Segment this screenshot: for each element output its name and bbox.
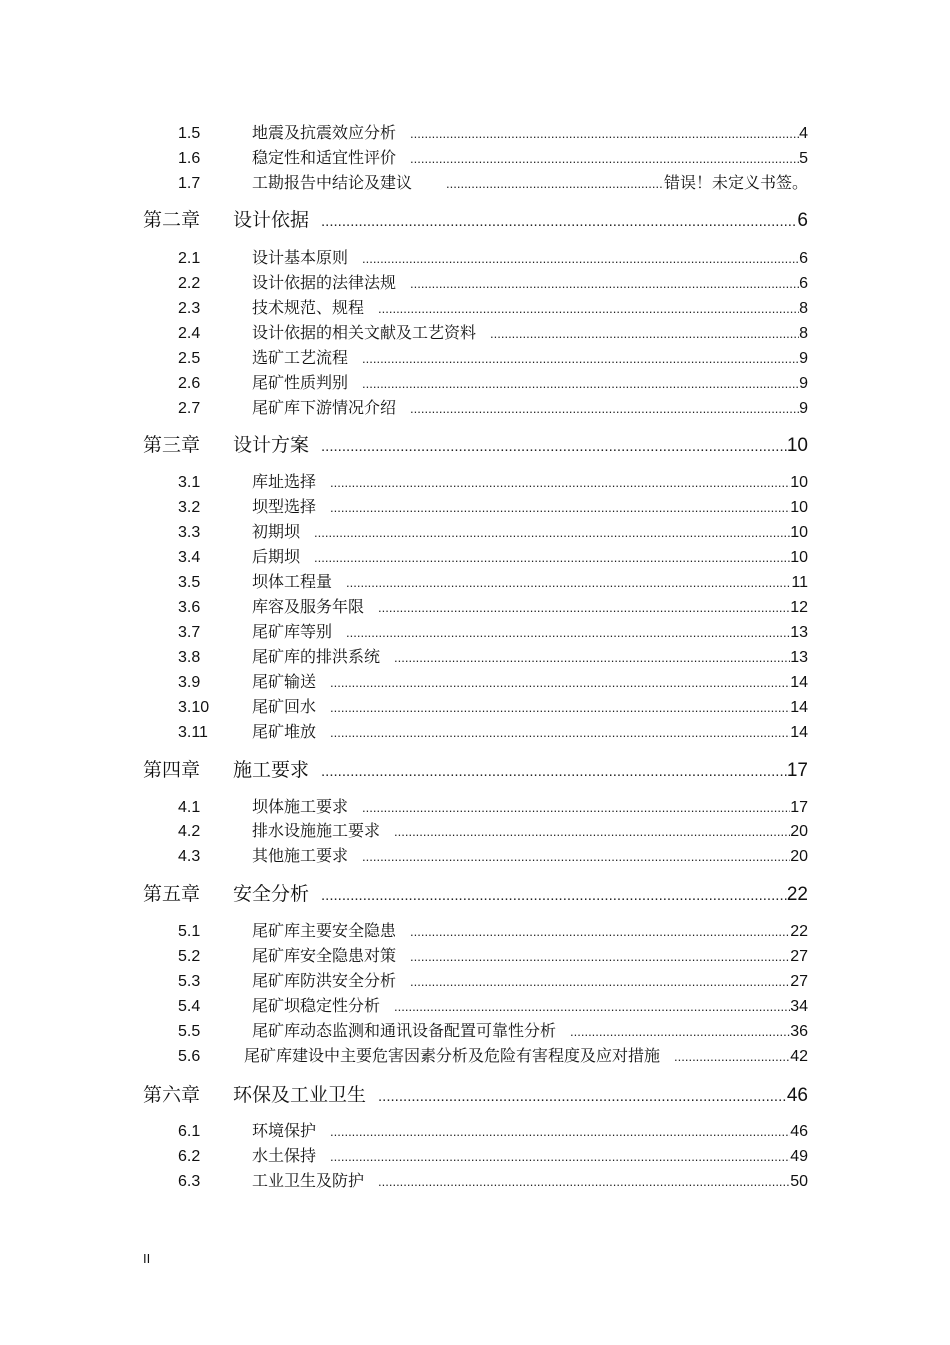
entry-number: 2.2: [178, 275, 201, 292]
entry-page: 13: [790, 649, 808, 666]
entry-number: 第五章: [143, 883, 201, 905]
dot-leader: [330, 700, 790, 715]
toc-section-entry[interactable]: [178, 120, 808, 143]
dot-leader: [362, 800, 790, 815]
entry-page: 20: [790, 823, 808, 840]
entry-title: 安全分析: [233, 883, 310, 905]
entry-page: 6: [797, 210, 808, 231]
entry-page: 9: [799, 350, 808, 367]
entry-number: 1.7: [178, 175, 201, 192]
entry-page: 17: [786, 760, 808, 781]
entry-page: 22: [790, 923, 808, 940]
entry-page: 50: [790, 1173, 808, 1190]
entry-title: 尾矿库建设中主要危害因素分析及危险有害程度及应对措施: [244, 1046, 661, 1065]
toc-section-entry[interactable]: [178, 494, 808, 517]
entry-page: 4: [799, 125, 808, 142]
dot-leader: [314, 525, 790, 540]
entry-number: 5.6: [178, 1048, 201, 1065]
entry-page: 14: [790, 674, 808, 691]
entry-page: 10: [790, 474, 808, 491]
entry-title: 设计基本原则: [252, 248, 349, 267]
entry-number: 6.1: [178, 1123, 201, 1140]
entry-number: 4.3: [178, 848, 201, 865]
toc-section-entry[interactable]: [178, 1168, 808, 1191]
toc-section-entry[interactable]: [178, 1118, 808, 1141]
entry-title: 设计依据的法律法规: [252, 273, 397, 292]
toc-section-entry[interactable]: [178, 395, 808, 418]
dot-leader: [394, 650, 790, 665]
entry-title: 稳定性和适宜性评价: [252, 148, 397, 167]
entry-title: 尾矿库动态监测和通讯设备配置可靠性分析: [252, 1021, 557, 1040]
entry-title: 设计方案: [233, 434, 310, 456]
dot-leader: [410, 401, 799, 416]
entry-title: 工业卫生及防护: [252, 1171, 365, 1190]
entry-title: 尾矿输送: [252, 672, 317, 691]
entry-title: 尾矿回水: [252, 697, 317, 716]
entry-title: 坝体施工要求: [252, 797, 349, 816]
toc-section-entry[interactable]: [178, 794, 808, 817]
entry-title: 库容及服务年限: [252, 597, 365, 616]
dot-leader: [410, 151, 799, 166]
entry-page: 10: [786, 435, 808, 456]
dot-leader: [330, 475, 790, 490]
entry-title: 坝型选择: [252, 497, 317, 516]
entry-number: 2.7: [178, 400, 201, 417]
toc-section-entry[interactable]: [178, 918, 808, 941]
toc-section-entry[interactable]: [178, 145, 808, 168]
entry-number: 3.2: [178, 499, 201, 516]
entry-title: 库址选择: [252, 472, 317, 491]
entry-number: 6.2: [178, 1148, 201, 1165]
entry-number: 5.5: [178, 1023, 201, 1040]
entry-page: 10: [790, 499, 808, 516]
entry-title: 设计依据: [233, 209, 310, 231]
entry-number: 5.3: [178, 973, 201, 990]
entry-page: 34: [790, 998, 808, 1015]
toc-section-entry[interactable]: [178, 544, 808, 567]
entry-number: 1.5: [178, 125, 201, 142]
dot-leader: [330, 725, 790, 740]
entry-page: 46: [786, 1085, 808, 1106]
entry-number: 第三章: [143, 434, 201, 456]
entry-page: 6: [799, 250, 808, 267]
entry-number: 3.8: [178, 649, 201, 666]
entry-page: 8: [799, 325, 808, 342]
entry-page: 错误！未定义书签。: [663, 175, 808, 192]
toc-section-entry[interactable]: [178, 594, 808, 617]
toc-section-entry[interactable]: [178, 1018, 808, 1041]
dot-leader: [410, 949, 790, 964]
dot-leader: [330, 675, 790, 690]
dot-leader: [362, 376, 799, 391]
entry-title: 施工要求: [233, 759, 310, 781]
toc-section-entry[interactable]: [178, 569, 808, 592]
dot-leader: [362, 351, 799, 366]
entry-number: 5.1: [178, 923, 201, 940]
entry-page: 11: [791, 574, 808, 591]
toc-chapter-entry[interactable]: [143, 1080, 808, 1107]
toc-section-entry[interactable]: [178, 170, 808, 193]
entry-number: 3.1: [178, 474, 201, 491]
entry-title: 水土保持: [252, 1146, 317, 1165]
entry-title: 排水设施施工要求: [252, 821, 381, 840]
entry-page: 13: [790, 624, 808, 641]
entry-page: 17: [790, 799, 808, 816]
entry-title: 选矿工艺流程: [252, 348, 349, 367]
entry-page: 8: [799, 300, 808, 317]
entry-number: 6.3: [178, 1173, 201, 1190]
entry-page: 10: [790, 524, 808, 541]
entry-number: 2.5: [178, 350, 201, 367]
dot-leader: [321, 213, 797, 230]
entry-number: 3.7: [178, 624, 201, 641]
entry-number: 2.3: [178, 300, 201, 317]
entry-title: 地震及抗震效应分析: [252, 123, 397, 142]
toc-section-entry[interactable]: [178, 669, 808, 692]
entry-title: 设计依据的相关文献及工艺资料: [252, 323, 477, 342]
entry-number: 3.6: [178, 599, 201, 616]
entry-page: 27: [790, 948, 808, 965]
entry-title: 其他施工要求: [252, 846, 349, 865]
entry-page: 36: [790, 1023, 808, 1040]
entry-page: 5: [799, 150, 808, 167]
toc-section-entry[interactable]: [178, 270, 808, 293]
entry-number: 3.3: [178, 524, 201, 541]
page-number: II: [143, 1251, 151, 1266]
entry-number: 2.1: [178, 250, 201, 267]
entry-page: 46: [790, 1123, 808, 1140]
toc-section-entry[interactable]: [178, 818, 808, 841]
entry-number: 3.10: [178, 699, 210, 716]
toc-section-entry[interactable]: [178, 719, 808, 742]
toc-section-entry[interactable]: [178, 993, 808, 1016]
entry-number: 3.9: [178, 674, 201, 691]
entry-title: 尾矿性质判别: [252, 373, 349, 392]
entry-page: 10: [790, 549, 808, 566]
toc-section-entry[interactable]: [178, 619, 808, 642]
toc-section-entry[interactable]: [178, 1143, 808, 1166]
dot-leader: [410, 974, 790, 989]
entry-page: 9: [799, 400, 808, 417]
dot-leader: [446, 176, 664, 191]
entry-title: 尾矿库下游情况介绍: [252, 398, 397, 417]
entry-number: 3.4: [178, 549, 201, 566]
toc-section-entry[interactable]: [178, 320, 808, 343]
dot-leader: [330, 1124, 790, 1139]
dot-leader: [362, 849, 790, 864]
dot-leader: [321, 887, 787, 904]
entry-number: 1.6: [178, 150, 201, 167]
entry-number: 4.2: [178, 823, 201, 840]
dot-leader: [378, 1088, 787, 1105]
dot-leader: [570, 1024, 790, 1039]
entry-page: 12: [790, 599, 808, 616]
entry-title: 尾矿库的排洪系统: [252, 647, 381, 666]
entry-page: 42: [790, 1048, 808, 1065]
entry-number: 第六章: [143, 1084, 201, 1106]
toc-section-entry[interactable]: [178, 943, 808, 966]
entry-page: 49: [790, 1148, 808, 1165]
entry-title: 工勘报告中结论及建议: [252, 173, 413, 192]
entry-title: 初期坝: [252, 522, 301, 541]
dot-leader: [330, 1149, 790, 1164]
entry-page: 22: [786, 884, 808, 905]
entry-title: 坝体工程量: [252, 572, 333, 591]
dot-leader: [674, 1049, 790, 1064]
entry-number: 2.4: [178, 325, 201, 342]
dot-leader: [314, 550, 790, 565]
dot-leader: [410, 276, 799, 291]
entry-title: 技术规范、规程: [252, 298, 365, 317]
entry-number: 3.11: [178, 724, 208, 741]
dot-leader: [490, 326, 799, 341]
dot-leader: [394, 999, 790, 1014]
toc-section-entry[interactable]: [178, 644, 808, 667]
entry-title: 尾矿库等别: [252, 622, 333, 641]
toc-section-entry[interactable]: [178, 968, 808, 991]
entry-title: 尾矿库防洪安全分析: [252, 971, 397, 990]
entry-title: 环保及工业卫生: [233, 1084, 367, 1106]
toc-chapter-entry[interactable]: [143, 879, 808, 906]
dot-leader: [321, 763, 787, 780]
entry-number: 第四章: [143, 759, 201, 781]
entry-number: 3.5: [178, 574, 201, 591]
entry-page: 27: [790, 973, 808, 990]
entry-number: 4.1: [178, 799, 201, 816]
toc-section-entry[interactable]: [178, 1043, 808, 1066]
toc-section-entry[interactable]: [178, 370, 808, 393]
dot-leader: [346, 625, 790, 640]
toc-section-entry[interactable]: [178, 245, 808, 268]
dot-leader: [410, 126, 799, 141]
entry-number: 2.6: [178, 375, 201, 392]
dot-leader: [330, 500, 790, 515]
entry-title: 环境保护: [252, 1121, 317, 1140]
toc-section-entry[interactable]: [178, 843, 808, 866]
toc-chapter-entry[interactable]: [143, 430, 808, 457]
toc-section-entry[interactable]: [178, 469, 808, 492]
dot-leader: [346, 575, 791, 590]
entry-page: 9: [799, 375, 808, 392]
dot-leader: [378, 301, 799, 316]
entry-title: 尾矿库安全隐患对策: [252, 946, 397, 965]
entry-title: 后期坝: [252, 547, 301, 566]
dot-leader: [362, 251, 799, 266]
entry-number: 5.2: [178, 948, 201, 965]
entry-title: 尾矿坝稳定性分析: [252, 996, 381, 1015]
dot-leader: [378, 600, 790, 615]
entry-number: 第二章: [143, 209, 201, 231]
entry-page: 14: [790, 724, 808, 741]
dot-leader: [394, 824, 790, 839]
toc-section-entry[interactable]: [178, 694, 808, 717]
toc-section-entry[interactable]: [178, 519, 808, 542]
toc-chapter-entry[interactable]: [143, 755, 808, 782]
dot-leader: [378, 1174, 790, 1189]
entry-title: 尾矿库主要安全隐患: [252, 921, 397, 940]
toc-chapter-entry[interactable]: [143, 205, 808, 232]
entry-page: 14: [790, 699, 808, 716]
toc-section-entry[interactable]: [178, 345, 808, 368]
entry-number: 5.4: [178, 998, 201, 1015]
entry-page: 6: [799, 275, 808, 292]
toc-section-entry[interactable]: [178, 295, 808, 318]
dot-leader: [410, 924, 790, 939]
entry-page: 20: [790, 848, 808, 865]
dot-leader: [321, 438, 787, 455]
entry-title: 尾矿堆放: [252, 722, 317, 741]
